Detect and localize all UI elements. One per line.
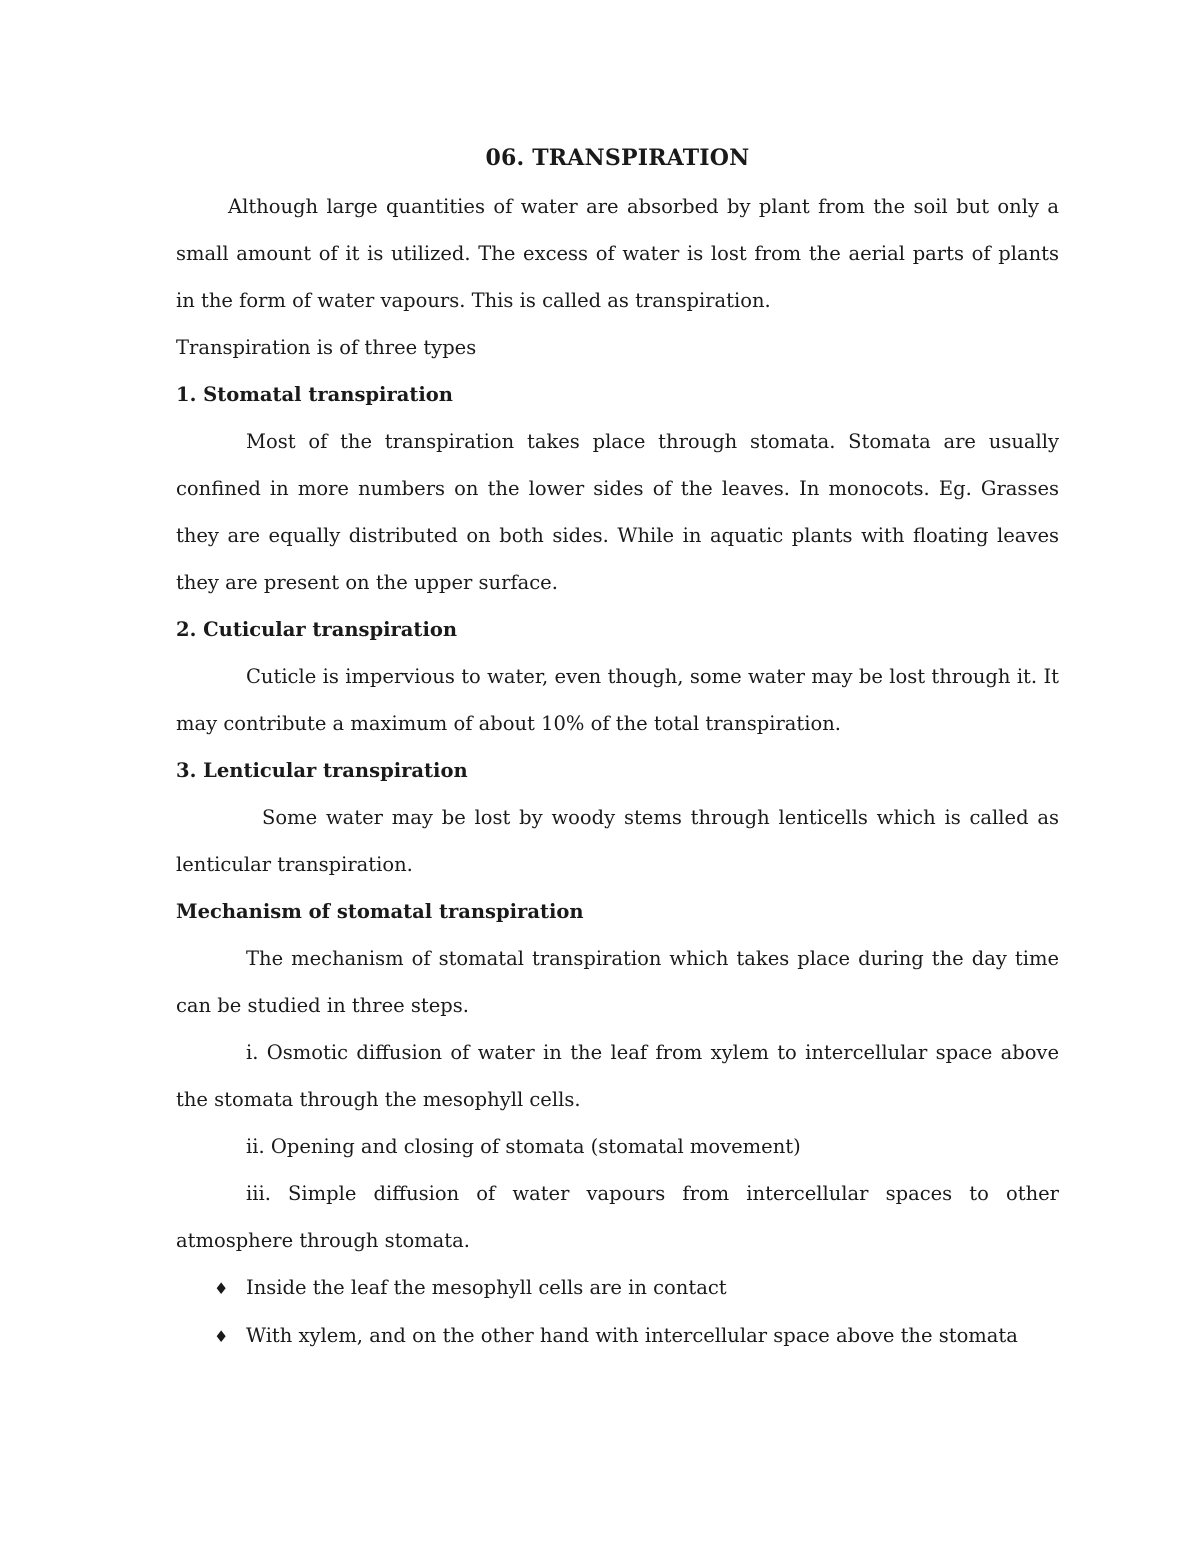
intro-paragraph: Although large quantities of water are absorbed by plant from the soil but only a small amount of it is utilized. The excess of water is lost from the aerial parts of plants in the form of water vapours. This is called as transpiration. xyxy=(176,195,1059,312)
section-body-stomatal: Most of the transpiration takes place through stomata. Stomata are usually confined in more numbers on the lower sides of the leaves. In monocots. Eg. Grasses they are equally distributed on both sides. While in aquatic plants with floating leaves they are present on the upper surface. xyxy=(176,430,1059,594)
diamond-bullet-icon: ♦ xyxy=(214,1279,229,1298)
diamond-bullet-icon: ♦ xyxy=(214,1327,229,1346)
section-heading-lenticular: 3. Lenticular transpiration xyxy=(176,759,468,782)
bullet-item xyxy=(214,1264,1059,1312)
bullet-text: With xylem, and on the other hand with intercellular space above the stomata xyxy=(246,1324,1018,1347)
page-title: 06. TRANSPIRATION xyxy=(485,145,750,171)
mechanism-step-2: ii. Opening and closing of stomata (stomatal movement) xyxy=(246,1135,801,1158)
section-heading-cuticular: 2. Cuticular transpiration xyxy=(176,618,458,641)
mechanism-step-3: iii. Simple diffusion of water vapours from intercellular spaces to other atmosphere through stomata. xyxy=(176,1182,1059,1252)
mechanism-body: The mechanism of stomatal transpiration which takes place during the day time can be studied in three steps. xyxy=(176,947,1059,1017)
section-heading-stomatal: 1. Stomatal transpiration xyxy=(176,383,453,406)
types-line: Transpiration is of three types xyxy=(176,336,477,359)
mechanism-heading: Mechanism of stomatal transpiration xyxy=(176,900,584,923)
document-page xyxy=(176,138,1059,1360)
mechanism-step-1: i. Osmotic diffusion of water in the leaf from xylem to intercellular space above the stomata through the mesophyll cells. xyxy=(176,1041,1059,1111)
section-body-cuticular: Cuticle is impervious to water, even though, some water may be lost through it. It may contribute a maximum of about 10% of the total transpiration. xyxy=(176,665,1059,735)
bullet-text: Inside the leaf the mesophyll cells are in contact xyxy=(246,1276,727,1299)
bullet-item xyxy=(214,1312,1059,1360)
section-body-lenticular: Some water may be lost by woody stems through lenticells which is called as lenticular transpiration. xyxy=(176,806,1059,876)
